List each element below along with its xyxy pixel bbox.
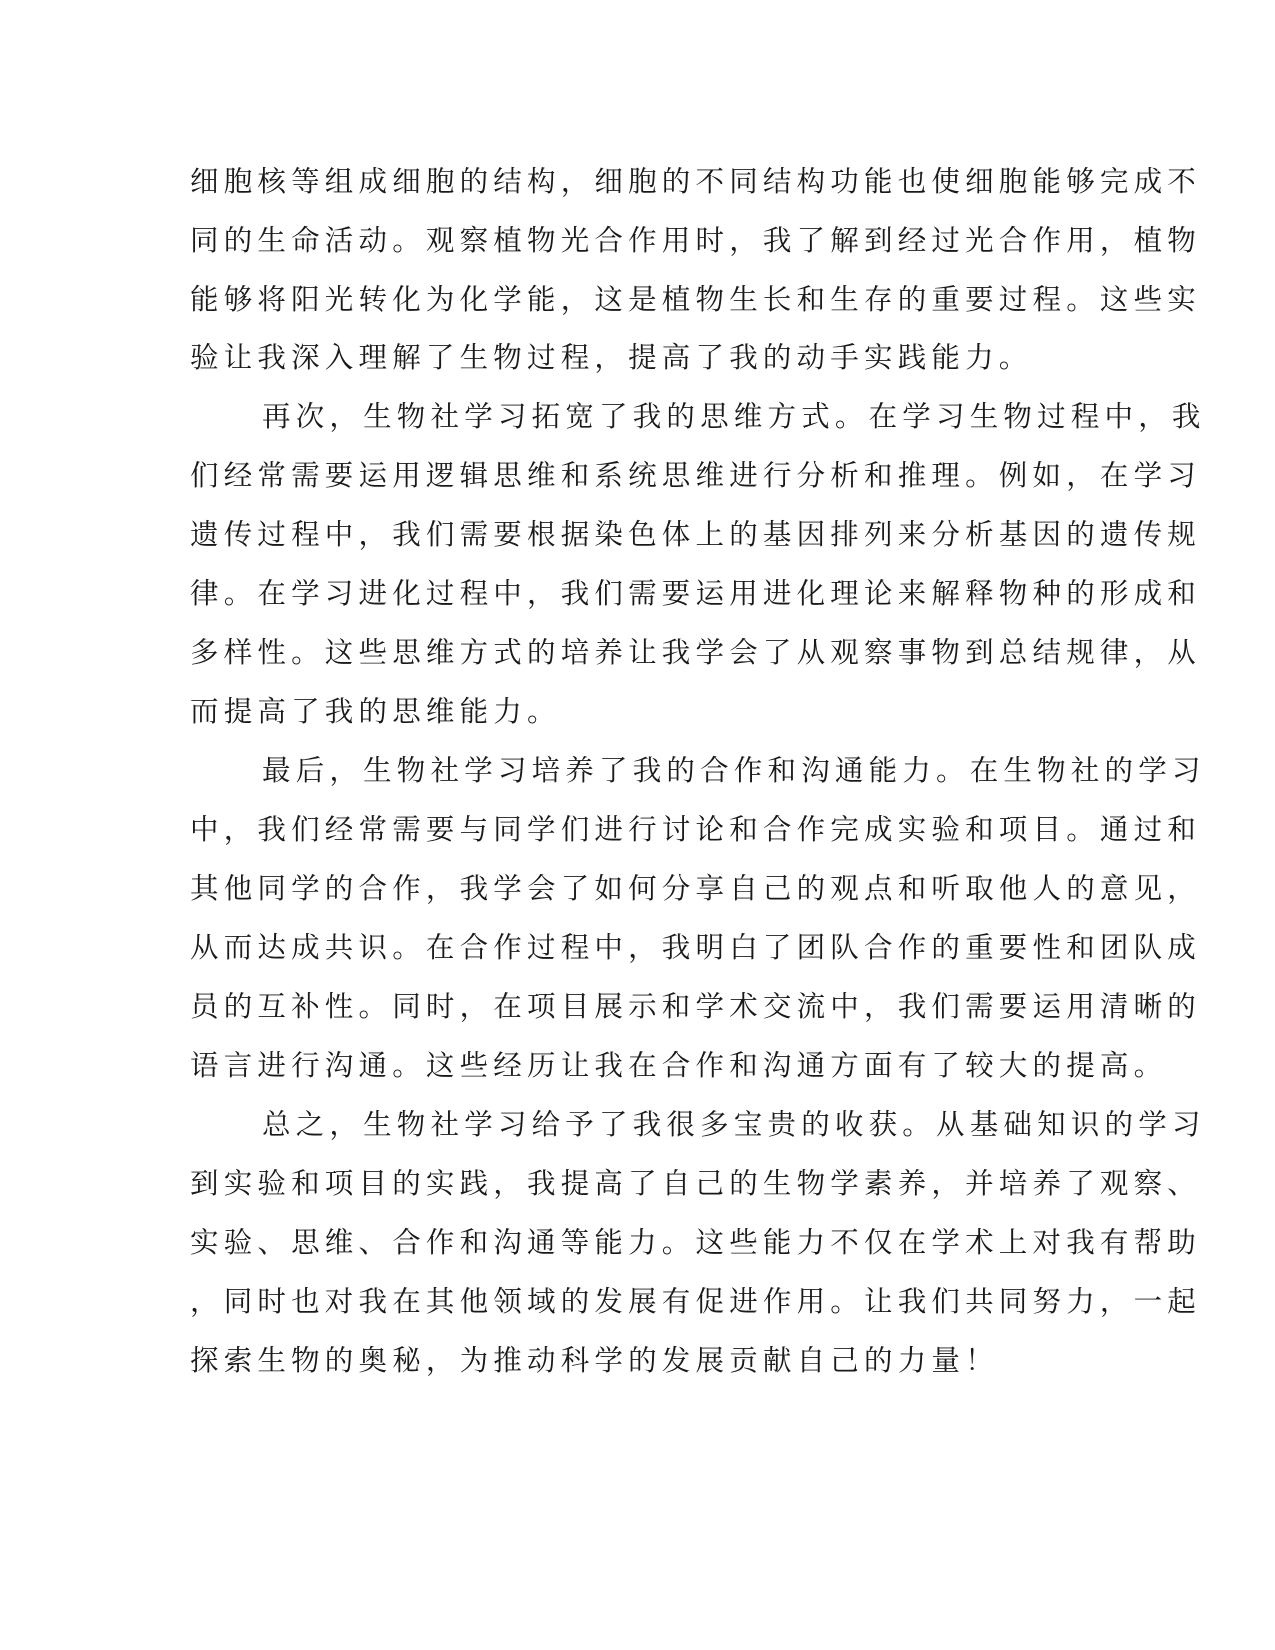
text-line: ，同时也对我在其他领域的发展有促进作用。让我们共同努力，一起 xyxy=(190,1285,1202,1318)
text-line: 而提高了我的思维能力。 xyxy=(190,695,561,728)
text-line: 其他同学的合作，我学会了如何分享自己的观点和听取他人的意见， xyxy=(190,872,1202,905)
text-line: 到实验和项目的实践，我提高了自己的生物学素养，并培养了观察、 xyxy=(190,1167,1202,1200)
paragraph-start-line: 再次，生物社学习拓宽了我的思维方式。在学习生物过程中，我 xyxy=(262,400,1206,433)
text-line: 律。在学习进化过程中，我们需要运用进化理论来解释物种的形成和 xyxy=(190,577,1202,610)
text-line: 员的互补性。同时，在项目展示和学术交流中，我们需要运用清晰的 xyxy=(190,990,1202,1023)
text-line: 从而达成共识。在合作过程中，我明白了团队合作的重要性和团队成 xyxy=(190,931,1202,964)
text-line: 多样性。这些思维方式的培养让我学会了从观察事物到总结规律，从 xyxy=(190,636,1202,669)
text-line: 细胞核等组成细胞的结构，细胞的不同结构功能也使细胞能够完成不 xyxy=(190,165,1202,198)
text-line: 能够将阳光转化为化学能，这是植物生长和生存的重要过程。这些实 xyxy=(190,283,1202,316)
paragraph-start-line: 总之，生物社学习给予了我很多宝贵的收获。从基础知识的学习 xyxy=(262,1108,1206,1141)
text-line: 们经常需要运用逻辑思维和系统思维进行分析和推理。例如，在学习 xyxy=(190,459,1202,492)
text-line: 遗传过程中，我们需要根据染色体上的基因排列来分析基因的遗传规 xyxy=(190,518,1202,551)
text-line: 探索生物的奥秘，为推动科学的发展贡献自己的力量！ xyxy=(190,1344,999,1377)
text-line: 实验、思维、合作和沟通等能力。这些能力不仅在学术上对我有帮助 xyxy=(190,1226,1202,1259)
text-line: 中，我们经常需要与同学们进行讨论和合作完成实验和项目。通过和 xyxy=(190,813,1202,846)
paragraph-start-line: 最后，生物社学习培养了我的合作和沟通能力。在生物社的学习 xyxy=(262,754,1206,787)
text-line: 同的生命活动。观察植物光合作用时，我了解到经过光合作用，植物 xyxy=(190,224,1202,257)
text-line: 语言进行沟通。这些经历让我在合作和沟通方面有了较大的提高。 xyxy=(190,1049,1168,1082)
text-line: 验让我深入理解了生物过程，提高了我的动手实践能力。 xyxy=(190,341,1033,374)
